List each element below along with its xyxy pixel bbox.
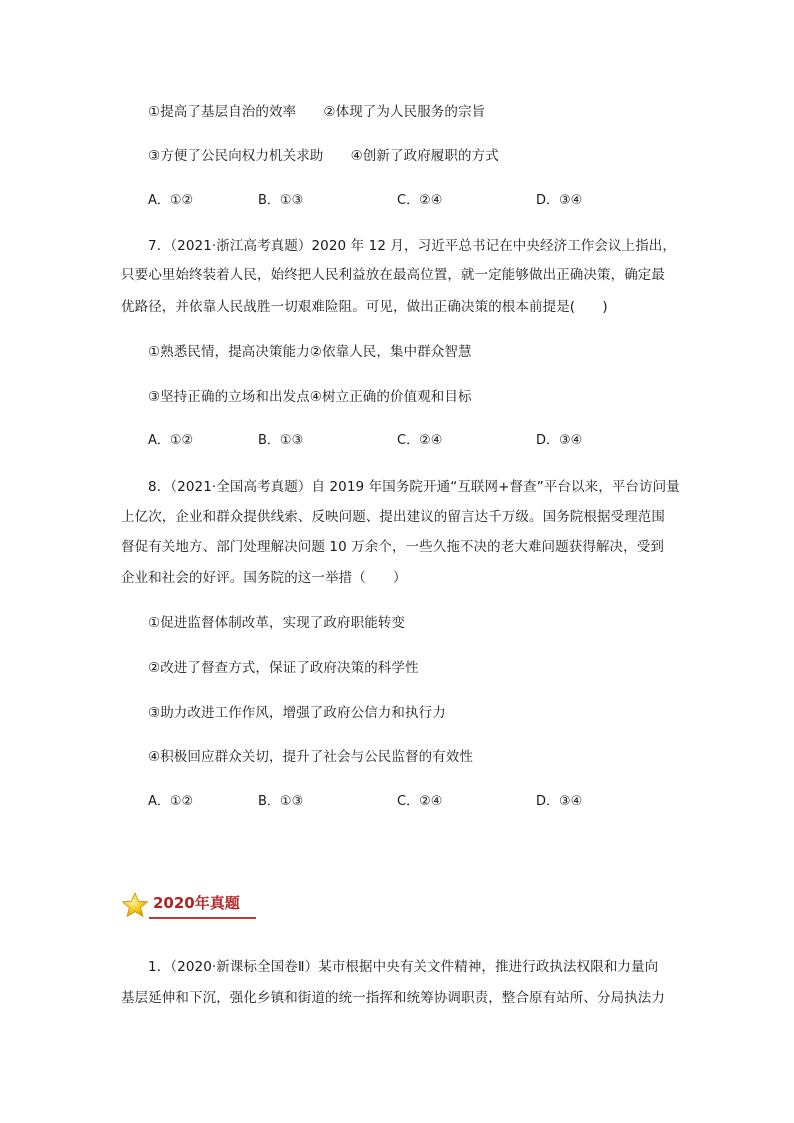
q6-choice-b: B．①③ <box>258 193 304 208</box>
q7-stem-line-1: 7．（2021·浙江高考真题）2020 年 12 月，习近平总书记在中央经济工作会议上指出， <box>148 238 676 254</box>
q8-choice-c: C．②④ <box>397 794 443 809</box>
q8-stem-line-2: 上亿次，企业和群众提供线索、反映问题、提出建议的留言达千万级。国务院根据受理范围 <box>121 509 665 525</box>
q6-choice-d: D．③④ <box>536 193 583 208</box>
q7-stem-line-2: 只要心里始终装着人民，始终把人民利益放在最高位置，就一定能够做出正确决策，确定最 <box>121 267 665 283</box>
q6-options-row-1: ①提高了基层自治的效率 ②体现了为人民服务的宗旨 <box>148 104 486 120</box>
q6-options-row-2: ③方便了公民向权力机关求助 ④创新了政府履职的方式 <box>148 148 499 164</box>
q8-choice-a: A．①② <box>148 794 194 809</box>
section-title: 2020年真题 <box>153 894 240 912</box>
q8-stem-line-4: 企业和社会的好评。国务院的这一举措（ ） <box>121 570 407 586</box>
q8-stem-line-3: 督促有关地方、部门处理解决问题 10 万余个，一些久拖不决的老大难问题获得解决，受到 <box>121 539 664 555</box>
q8-choice-b: B．①③ <box>258 794 304 809</box>
section-heading-2020 <box>121 890 257 920</box>
q8-choice-d: D．③④ <box>536 794 583 809</box>
q6-choices <box>148 191 648 211</box>
q7-choice-a: A．①② <box>148 433 194 448</box>
q8-stem-line-1: 8．（2021·全国高考真题）自 2019 年国务院开通“互联网+督查”平台以来，平台访问量 <box>148 479 680 495</box>
q7-choice-d: D．③④ <box>536 433 583 448</box>
q8-choices <box>148 792 648 812</box>
q7-stem-line-3: 优路径，并依靠人民战胜一切艰难险阻。可见，做出正确决策的根本前提是( ) <box>121 299 608 315</box>
q7-choice-b: B．①③ <box>258 433 304 448</box>
q1-stem-line-2: 基层延伸和下沉，强化乡镇和街道的统一指挥和统筹协调职责，整合原有站所、分局执法力 <box>121 990 665 1006</box>
q8-option-3: ③助力改进工作作风，增强了政府公信力和执行力 <box>148 705 446 721</box>
q8-option-2: ②改进了督查方式，保证了政府决策的科学性 <box>148 660 419 676</box>
q7-choices <box>148 431 648 451</box>
section-title-underline <box>149 917 256 919</box>
q8-option-4: ④积极回应群众关切，提升了社会与公民监督的有效性 <box>148 749 474 765</box>
q6-choice-a: A．①② <box>148 193 194 208</box>
q1-stem-line-1: 1．（2020·新课标全国卷Ⅱ）某市根据中央有关文件精神，推进行政执法权限和力量向 <box>148 959 659 975</box>
q8-option-1: ①促进监督体制改革，实现了政府职能转变 <box>148 615 406 631</box>
q7-options-row-1: ①熟悉民情，提高决策能力②依靠人民，集中群众智慧 <box>148 344 472 360</box>
q6-choice-c: C．②④ <box>397 193 443 208</box>
star-icon <box>121 892 149 918</box>
q7-choice-c: C．②④ <box>397 433 443 448</box>
q7-options-row-2: ③坚持正确的立场和出发点④树立正确的价值观和目标 <box>148 389 472 405</box>
